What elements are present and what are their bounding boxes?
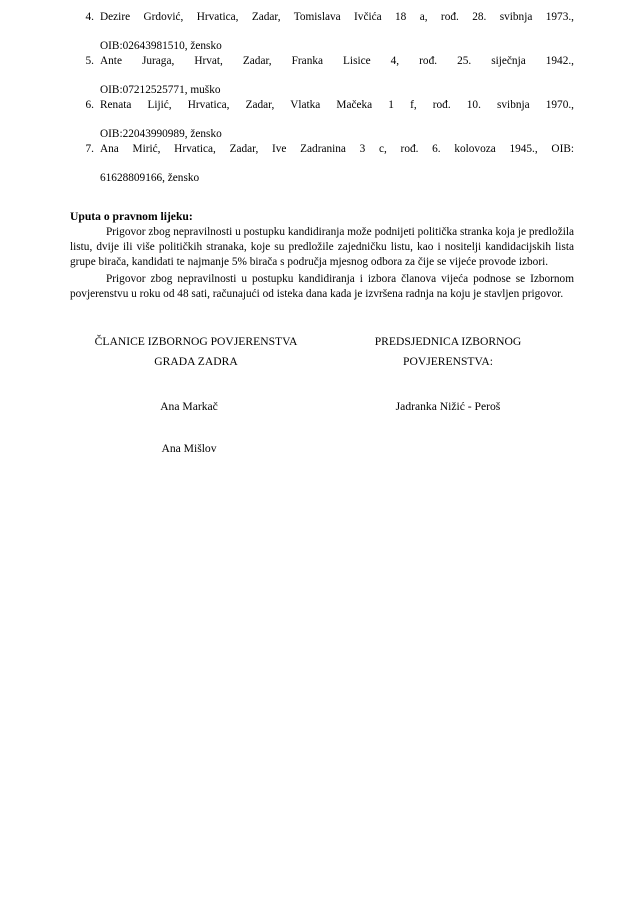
list-item-number: 4.: [85, 11, 94, 23]
list-item-line-1: Dezire Grdović, Hrvatica, Zadar, Tomislava Ivčića 18 a, rođ. 28. svibnja 1973.,: [100, 11, 574, 23]
list-item: [70, 142, 574, 186]
signature-left-title-line-1: ČLANICE IZBORNOG POVJERENSTVA: [94, 335, 298, 349]
list-item-number: 6.: [85, 99, 94, 112]
list-item-line-1: Ante Juraga, Hrvat, Zadar, Franka Lisice 4, rođ. 25. siječnja 1942.,: [100, 55, 574, 68]
signature-right-name-1: Jadranka Nižić - Peroš: [395, 399, 501, 413]
list-item-line-2: 61628809166, žensko: [100, 172, 200, 185]
signature-right-title-line-2: POVJERENSTVA:: [403, 355, 493, 369]
legal-remedy-heading: Uputa o pravnom lijeku:: [70, 210, 193, 224]
list-item: [70, 98, 574, 142]
list-item-line-1: Renata Lijić, Hrvatica, Zadar, Vlatka Mačeka 1 f, rođ. 10. svibnja 1970.,: [100, 99, 574, 112]
list-item-line-2: OIB:07212525771, muško: [100, 84, 221, 97]
signature-column-left: [70, 332, 322, 459]
signature-right-title-line-1: PREDSJEDNICA IZBORNOG: [374, 335, 522, 349]
legal-remedy-paragraph-1: Prigovor zbog nepravilnosti u postupku kandidiranja može podnijeti politička stranka koja je predložila listu, dvije ili više političkih stranaka, koje su predložile zajedničku listu, kao i nositelji kandidacijskih lista grupe birača, kandidati te najmanje 5% birača s područja mjesnog odbora za čije se vijeće provode izbori.: [70, 226, 574, 269]
signature-left-name-1: Ana Markač: [160, 399, 218, 413]
list-item-line-2: OIB:02643981510, žensko: [100, 40, 222, 53]
legal-remedy-paragraph-2: Prigovor zbog nepravilnosti u postupku kandidiranja i izbora članova vijeća podnose se Izbornom povjerenstvu u roku od 48 sati, računajući od isteka dana kada je izvršena radnja na koju je stavljen prigovor.: [70, 273, 574, 301]
list-item-line-2: OIB:22043990989, žensko: [100, 128, 222, 141]
list-item-number: 7.: [85, 143, 94, 156]
list-item: [70, 54, 574, 98]
signature-block: [70, 332, 574, 459]
signature-left-name-2: Ana Mišlov: [161, 441, 217, 455]
signature-column-right: [322, 332, 574, 459]
signature-left-title-line-2: GRADA ZADRA: [154, 355, 238, 369]
list-item-line-1: Ana Mirić, Hrvatica, Zadar, Ive Zadranina 3 c, rođ. 6. kolovoza 1945., OIB:: [100, 143, 574, 156]
list-item: [70, 10, 574, 54]
candidate-list: [70, 10, 574, 186]
list-item-number: 5.: [85, 55, 94, 68]
